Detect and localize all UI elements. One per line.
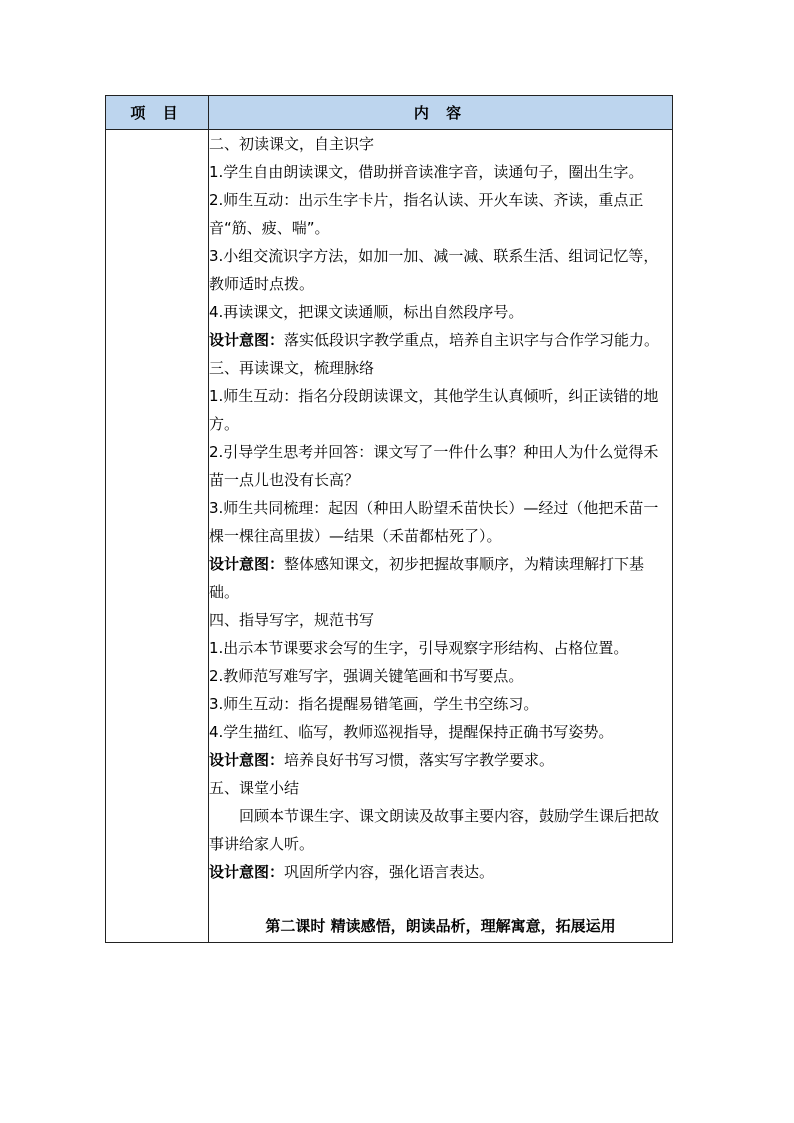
paragraph-text: 2.师生互动：出示生字卡片，指名认读、开火车读、齐读，重点正音“筋、疲、喘”。 — [209, 191, 644, 237]
design-intent-label: 设计意图： — [209, 751, 285, 769]
content-paragraph — [209, 242, 672, 298]
design-intent-paragraph — [209, 746, 672, 774]
lesson-plan-table — [105, 95, 673, 943]
content-paragraph — [209, 690, 672, 718]
project-cell — [106, 130, 209, 943]
design-intent-paragraph — [209, 550, 672, 606]
content-paragraph — [209, 298, 672, 326]
paragraph-text: 整体感知课文，初步把握故事顺序，为精读理解打下基础。 — [209, 555, 645, 601]
content-paragraph — [209, 382, 672, 438]
blank-spacer — [209, 886, 672, 908]
paragraph-text: 回顾本节课生字、课文朗读及故事主要内容，鼓励学生课后把故事讲给家人听。 — [209, 807, 660, 853]
header-project: 项 目 — [106, 96, 209, 130]
paragraph-text: 1.学生自由朗读课文，借助拼音读准字音，读通句子，圈出生字。 — [209, 163, 644, 181]
design-intent-label: 设计意图： — [209, 863, 285, 881]
content-paragraph — [209, 802, 672, 858]
paragraph-text: 4.再读课文，把课文读通顺，标出自然段序号。 — [209, 303, 524, 321]
next-lesson-title: 第二课时 精读感悟，朗读品析，理解寓意，拓展运用 — [265, 917, 616, 935]
content-paragraph — [209, 186, 672, 242]
content-paragraph — [209, 662, 672, 690]
content-paragraph — [209, 774, 672, 802]
design-intent-label: 设计意图： — [209, 331, 285, 349]
table-row — [106, 130, 673, 943]
header-content: 内 容 — [209, 96, 673, 130]
paragraph-text: 落实低段识字教学重点，培养自主识字与合作学习能力。 — [284, 331, 660, 349]
paragraph-text: 1.出示本节课要求会写的生字，引导观察字形结构、占格位置。 — [209, 639, 629, 657]
content-paragraph — [209, 130, 672, 158]
paragraph-text: 3.师生互动：指名提醒易错笔画，学生书空练习。 — [209, 695, 539, 713]
content-paragraph — [209, 158, 672, 186]
paragraph-text: 3.小组交流识字方法，如加一加、减一减、联系生活、组词记忆等，教师适时点拨。 — [209, 247, 659, 293]
paragraph-text: 1.师生互动：指名分段朗读课文，其他学生认真倾听，纠正读错的地方。 — [209, 387, 659, 433]
content-paragraph — [209, 606, 672, 634]
paragraph-text: 二、初读课文，自主识字 — [209, 135, 375, 153]
paragraph-text: 培养良好书写习惯，落实写字教学要求。 — [284, 751, 555, 769]
content-paragraph — [209, 438, 672, 494]
paragraph-text: 三、再读课文，梳理脉络 — [209, 359, 375, 377]
content-paragraph — [209, 494, 672, 550]
content-paragraphs — [209, 130, 672, 886]
design-intent-paragraph — [209, 858, 672, 886]
paragraph-text: 2.教师范写难写字，强调关键笔画和书写要点。 — [209, 667, 524, 685]
paragraph-text: 3.师生共同梳理：起因（种田人盼望禾苗快长）—经过（他把禾苗一棵一棵往高里拔）—结果（禾苗都枯死了）。 — [209, 499, 659, 545]
paragraph-text: 4.学生描红、临写，教师巡视指导，提醒保持正确书写姿势。 — [209, 723, 614, 741]
design-intent-paragraph — [209, 326, 672, 354]
content-paragraph — [209, 354, 672, 382]
content-paragraph — [209, 634, 672, 662]
content-paragraph — [209, 718, 672, 746]
table-header-row — [106, 96, 673, 130]
paragraph-text: 巩固所学内容，强化语言表达。 — [284, 863, 495, 881]
content-cell — [209, 130, 673, 943]
paragraph-text: 四、指导写字，规范书写 — [209, 611, 375, 629]
paragraph-text: 2.引导学生思考并回答：课文写了一件什么事？种田人为什么觉得禾苗一点儿也没有长高？ — [209, 443, 659, 489]
design-intent-label: 设计意图： — [209, 555, 285, 573]
paragraph-text: 五、课堂小结 — [209, 779, 300, 797]
